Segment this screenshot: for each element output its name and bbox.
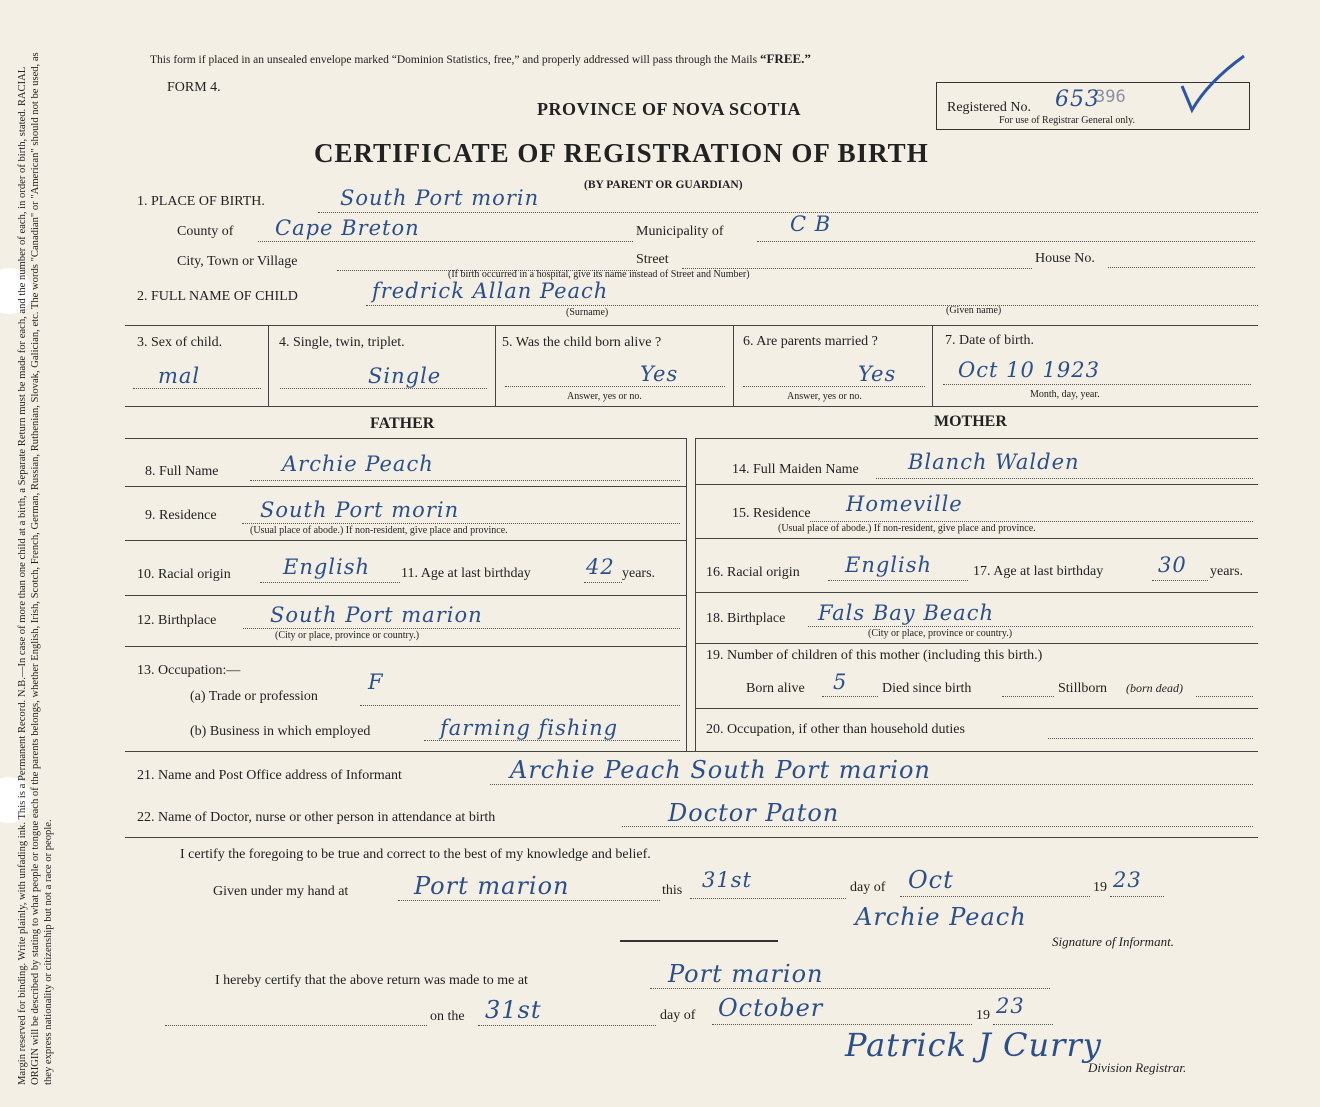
sex-label: 3. Sex of child. bbox=[137, 335, 223, 350]
registered-note: For use of Registrar General only. bbox=[999, 115, 1135, 126]
stillborn-label: Stillborn bbox=[1058, 681, 1108, 696]
mail-notice-text: This form if placed in an unsealed envelope marked “Dominion Statistics, free,” and properly addressed will pass through the Mails bbox=[150, 54, 758, 66]
given-month-value: Oct bbox=[908, 866, 954, 894]
mother-name-value: Blanch Walden bbox=[908, 450, 1080, 474]
registrar-year-value: 23 bbox=[996, 994, 1025, 1018]
mother-years-label: years. bbox=[1210, 564, 1244, 579]
born-alive-count-value: 5 bbox=[833, 670, 848, 694]
children-count-label: 19. Number of children of this mother (including this birth.) bbox=[706, 648, 1043, 663]
registrar-statement: I hereby certify that the above return was made to me at bbox=[215, 973, 528, 988]
mother-occupation-label: 20. Occupation, if other than household duties bbox=[706, 722, 965, 737]
registrar-place-value: Port marion bbox=[668, 960, 824, 988]
father-residence-note: (Usual place of abode.) If non-resident, give place and province. bbox=[250, 525, 508, 536]
mother-residence-label: 15. Residence bbox=[732, 506, 811, 521]
father-birthplace-label: 12. Birthplace bbox=[137, 613, 217, 628]
mother-age-label: 17. Age at last birthday bbox=[973, 564, 1104, 579]
surname-note: (Surname) bbox=[566, 307, 609, 318]
mother-age-value: 30 bbox=[1158, 553, 1187, 577]
given-day-value: 31st bbox=[702, 868, 752, 892]
on-the-label: on the bbox=[430, 1009, 465, 1024]
died-since-birth-label: Died since birth bbox=[882, 681, 972, 696]
child-name-value: fredrick Allan Peach bbox=[372, 279, 609, 303]
registrar-signature: Patrick J Curry bbox=[845, 1026, 1102, 1064]
date-of-birth-label: 7. Date of birth. bbox=[945, 333, 1035, 348]
born-alive-count-label: Born alive bbox=[746, 681, 805, 696]
father-racial-label: 10. Racial origin bbox=[137, 567, 231, 582]
page-title: CERTIFICATE OF REGISTRATION OF BIRTH bbox=[314, 138, 929, 168]
father-business-label: (b) Business in which employed bbox=[190, 724, 371, 739]
this-label: this bbox=[662, 883, 683, 898]
informant-signature: Archie Peach bbox=[855, 903, 1027, 931]
mother-birthplace-label: 18. Birthplace bbox=[706, 611, 786, 626]
hospital-note: (If birth occurred in a hospital, give its name instead of Street and Number) bbox=[448, 269, 750, 280]
informant-value: Archie Peach South Port marion bbox=[510, 756, 931, 784]
born-alive-value: Yes bbox=[640, 362, 679, 386]
mother-racial-label: 16. Racial origin bbox=[706, 565, 800, 580]
given-place-value: Port marion bbox=[414, 872, 570, 900]
registrar-day-value: 31st bbox=[485, 996, 542, 1024]
parents-married-note: Answer, yes or no. bbox=[787, 391, 862, 402]
father-racial-value: English bbox=[283, 555, 371, 579]
informant-label: 21. Name and Post Office address of Informant bbox=[137, 768, 402, 783]
registrar-month-value: October bbox=[718, 994, 824, 1022]
date-of-birth-value: Oct 10 1923 bbox=[958, 358, 1100, 382]
mail-notice-free: “FREE.” bbox=[759, 51, 811, 66]
father-residence-value: South Port morin bbox=[260, 498, 460, 522]
margin-instructions: Margin reserved for binding. Write plainly, with unfading ink. This is a Permanent Record. N.B.—In case of more than one child at a birth, a Separate Return must be made for each, and the number of each, in order of birth, stated. RACIAL ORIGIN will be described by stating to what people or tongue each of the parents belongs, whether English, Irish, Scotch, French, German, Russian, Ruthenian, Slovak, Galician, etc. The words "Canadian" or "American" should not be used, as they express nationality or citizenship but not a race or people. bbox=[17, 52, 54, 1085]
father-name-label: 8. Full Name bbox=[145, 464, 219, 479]
date-of-birth-note: Month, day, year. bbox=[1030, 389, 1100, 400]
father-residence-label: 9. Residence bbox=[145, 508, 217, 523]
father-trade-value: F bbox=[368, 670, 384, 694]
given-name-note: (Given name) bbox=[946, 305, 1002, 316]
stillborn-note: (born dead) bbox=[1126, 681, 1183, 695]
registrar-day-of-label: day of bbox=[660, 1008, 696, 1023]
registered-label: Registered No. bbox=[947, 100, 1031, 115]
mother-heading: MOTHER bbox=[934, 413, 1007, 430]
father-trade-label: (a) Trade or profession bbox=[190, 689, 318, 704]
municipality-value: C B bbox=[790, 212, 832, 236]
mother-name-label: 14. Full Maiden Name bbox=[732, 462, 859, 477]
father-birthplace-note: (City or place, province or country.) bbox=[275, 630, 420, 641]
city-label: City, Town or Village bbox=[177, 254, 298, 269]
father-birthplace-value: South Port marion bbox=[270, 603, 483, 627]
doctor-label: 22. Name of Doctor, nurse or other person in attendance at birth bbox=[137, 810, 496, 825]
child-name-label: 2. FULL NAME OF CHILD bbox=[137, 289, 298, 304]
father-name-value: Archie Peach bbox=[282, 452, 434, 476]
doctor-value: Doctor Paton bbox=[668, 799, 840, 827]
father-occupation-label: 13. Occupation:— bbox=[137, 663, 241, 678]
father-business-value: farming fishing bbox=[440, 716, 619, 740]
street-label: Street bbox=[636, 252, 669, 267]
registered-number: 653 bbox=[1055, 87, 1100, 112]
place-of-birth-value: South Port morin bbox=[340, 186, 540, 210]
informant-signature-caption: Signature of Informant. bbox=[1052, 934, 1174, 949]
certify-statement: I certify the foregoing to be true and correct to the best of my knowledge and belief. bbox=[180, 847, 651, 862]
mother-residence-value: Homeville bbox=[846, 492, 963, 516]
given-year-prefix: 19 bbox=[1093, 880, 1107, 895]
registered-stamp: 396 bbox=[1095, 87, 1126, 107]
mother-birthplace-note: (City or place, province or country.) bbox=[868, 628, 1013, 639]
father-age-value: 42 bbox=[586, 555, 615, 579]
municipality-label: Municipality of bbox=[636, 224, 724, 239]
mother-birthplace-value: Fals Bay Beach bbox=[818, 601, 994, 625]
page-subtitle: (BY PARENT OR GUARDIAN) bbox=[584, 179, 743, 191]
given-year-value: 23 bbox=[1113, 868, 1142, 892]
father-heading: FATHER bbox=[370, 415, 435, 432]
place-of-birth-label: 1. PLACE OF BIRTH. bbox=[137, 194, 265, 209]
born-alive-note: Answer, yes or no. bbox=[567, 391, 642, 402]
birth-type-label: 4. Single, twin, triplet. bbox=[279, 335, 405, 350]
registrar-year-prefix: 19 bbox=[976, 1008, 990, 1023]
province-heading: PROVINCE OF NOVA SCOTIA bbox=[537, 99, 802, 119]
parents-married-label: 6. Are parents married ? bbox=[743, 334, 878, 349]
mail-notice bbox=[150, 51, 811, 67]
mother-racial-value: English bbox=[845, 553, 933, 577]
mother-residence-note: (Usual place of abode.) If non-resident, give place and province. bbox=[778, 523, 1036, 534]
father-years-label: years. bbox=[622, 566, 656, 581]
born-alive-label: 5. Was the child born alive ? bbox=[502, 335, 662, 350]
birth-type-value: Single bbox=[368, 364, 442, 388]
day-of-label: day of bbox=[850, 880, 886, 895]
form-number: FORM 4. bbox=[167, 80, 221, 95]
parents-married-value: Yes bbox=[858, 362, 897, 386]
father-age-label: 11. Age at last birthday bbox=[401, 566, 531, 581]
house-number-label: House No. bbox=[1035, 251, 1095, 266]
checkmark-icon bbox=[1178, 52, 1248, 114]
county-value: Cape Breton bbox=[275, 216, 420, 240]
given-under-label: Given under my hand at bbox=[213, 884, 349, 899]
sex-value: mal bbox=[158, 364, 201, 388]
registrar-caption: Division Registrar. bbox=[1088, 1060, 1187, 1075]
county-label: County of bbox=[177, 224, 234, 239]
